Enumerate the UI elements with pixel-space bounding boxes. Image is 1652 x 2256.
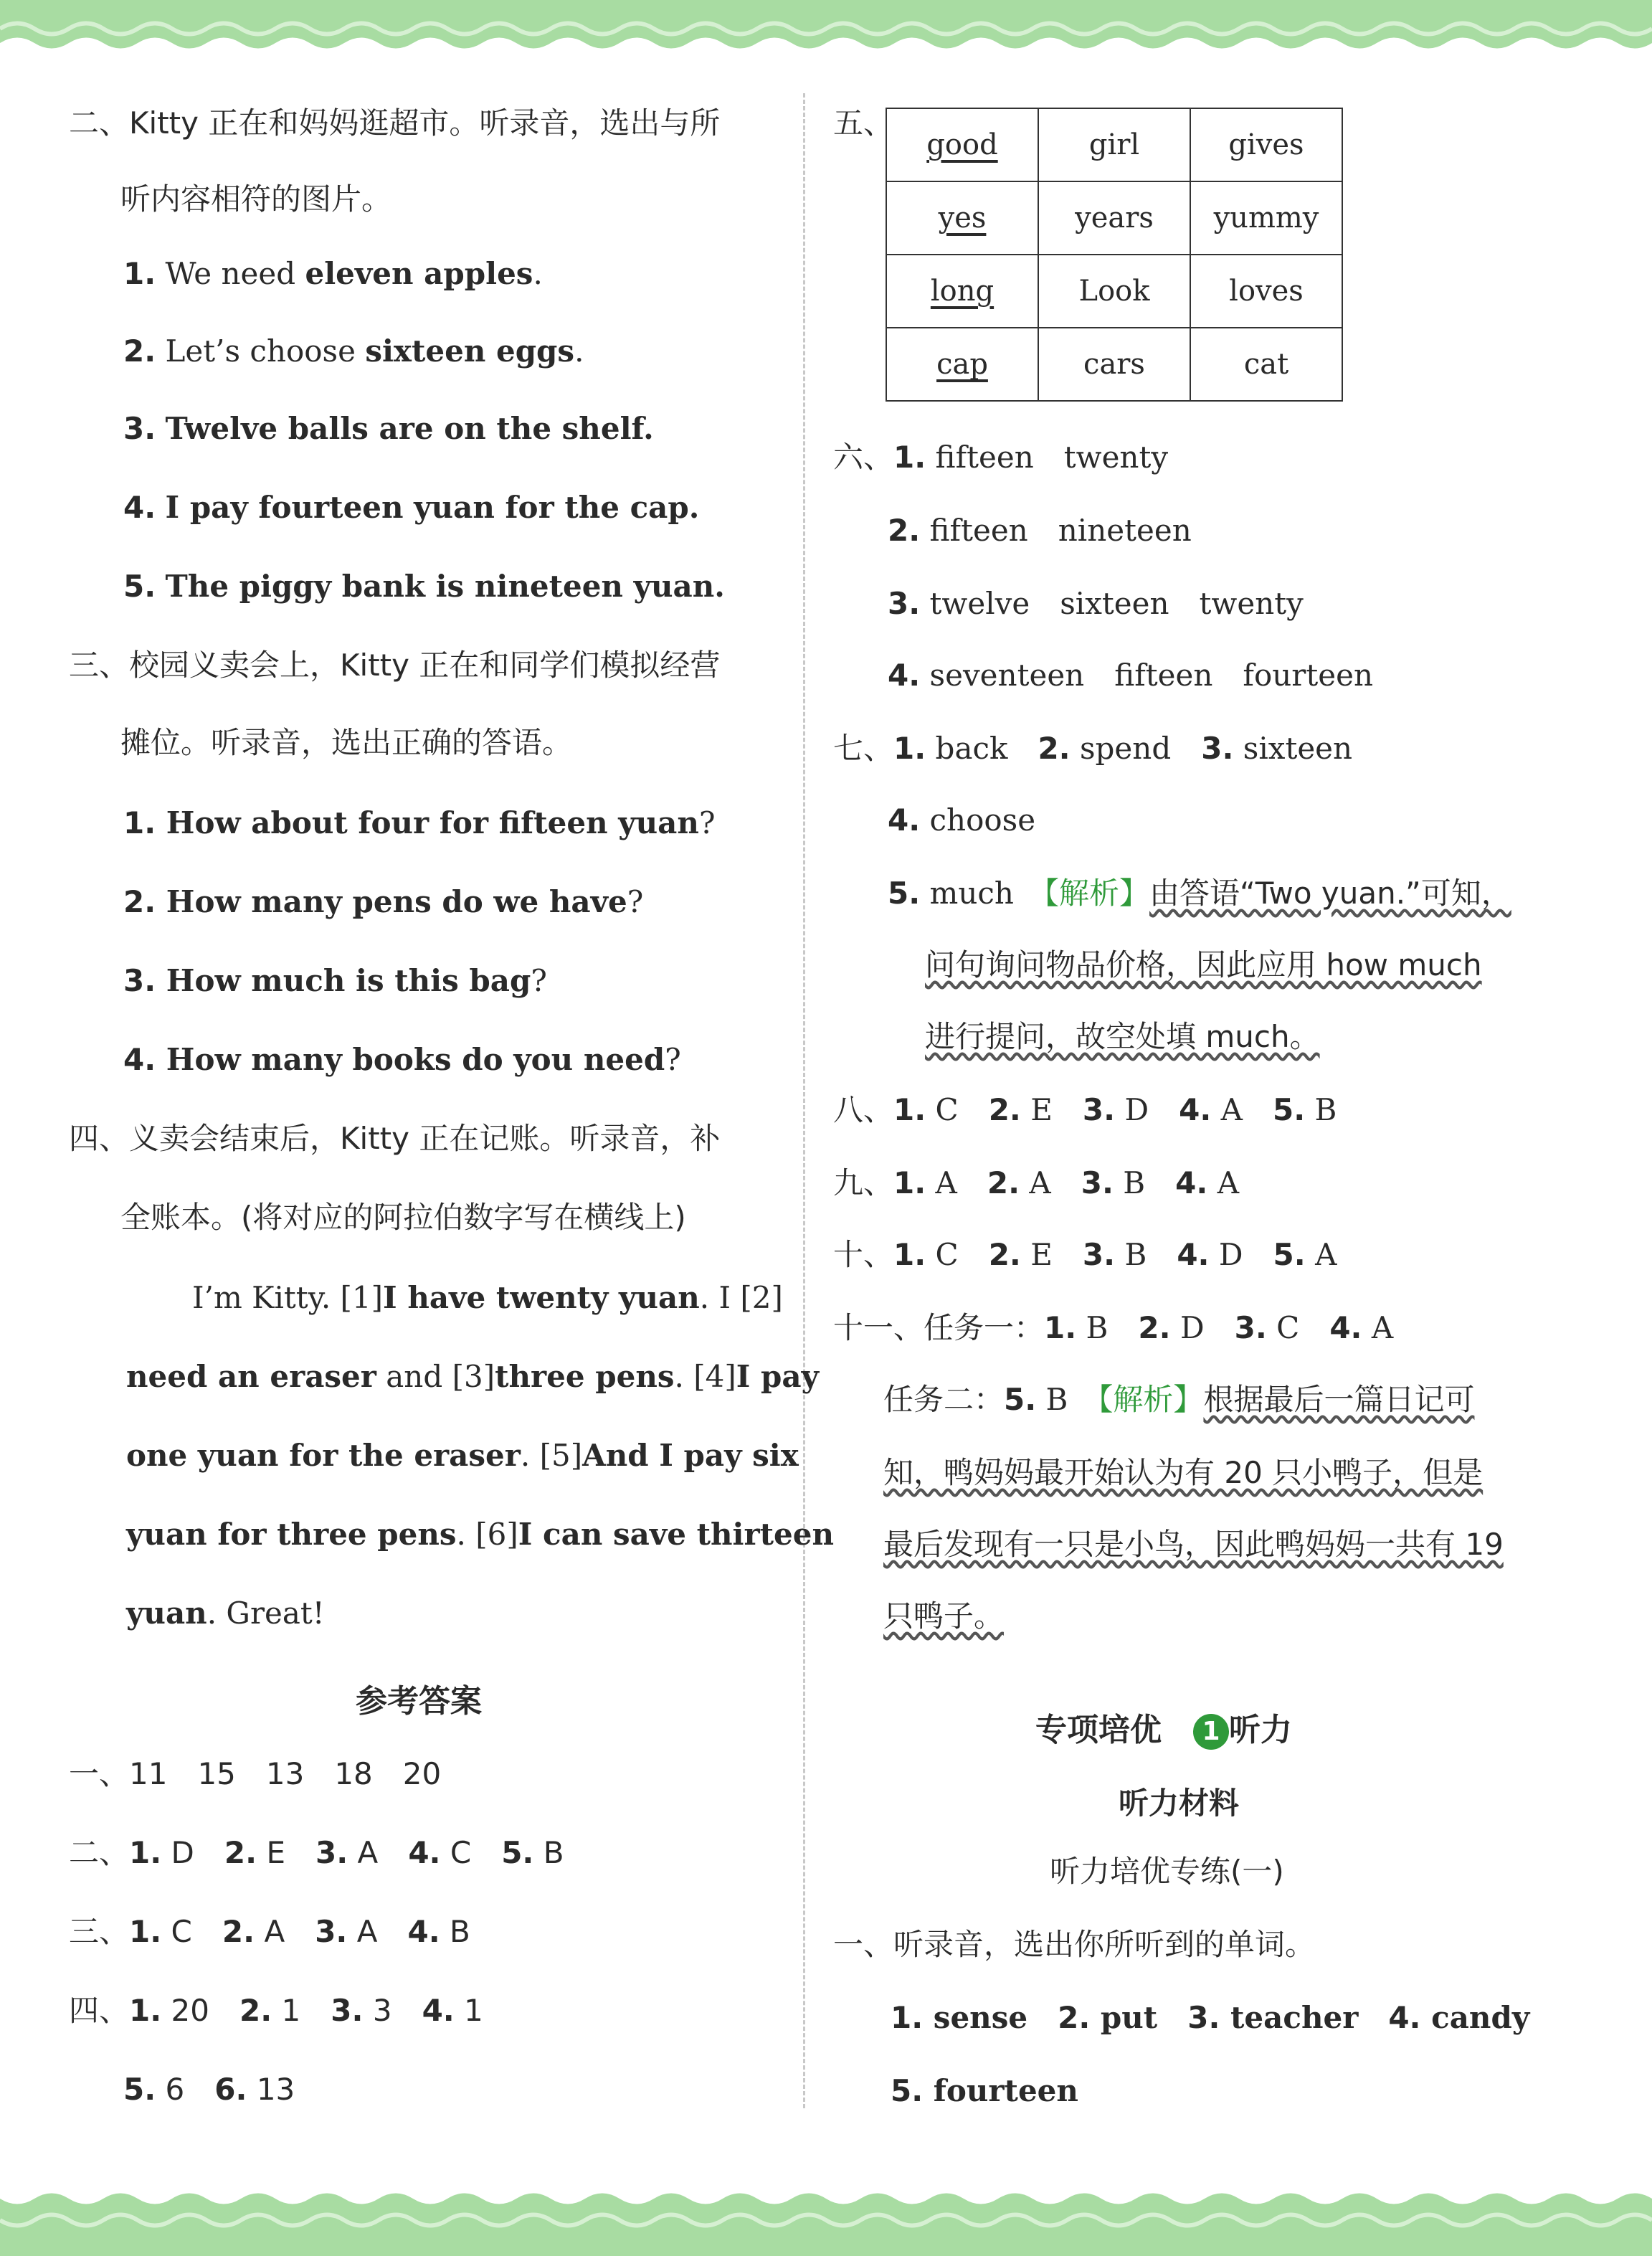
answer-section-6-item-1: 六、1. fifteen twenty bbox=[833, 440, 1169, 475]
section-4-passage-line3: one yuan for the eraser. [5]And I pay six bbox=[126, 1438, 799, 1473]
word-cell: cap bbox=[886, 328, 1038, 401]
answer-section-7-line3: 5. much 【解析】由答语“Two yuan.”可知， bbox=[888, 876, 1511, 911]
section-2-item-1: 1. We need eleven apples. bbox=[123, 256, 543, 291]
section-2-item-5: 5. The piggy bank is nineteen yuan. bbox=[123, 569, 725, 604]
drill-section-1-items-2: 5. fourteen bbox=[891, 2073, 1078, 2108]
word-cell: long bbox=[886, 255, 1038, 328]
analysis-tag: 【解析】 bbox=[1098, 1382, 1204, 1417]
word-cell: girl bbox=[1038, 108, 1190, 181]
section-2-item-2: 2. Let’s choose sixteen eggs. bbox=[123, 333, 584, 369]
answer-section-10: 十、1. C 2. E 3. B 4. D 5. A bbox=[833, 1237, 1337, 1272]
listening-drill-title: 听力培优专练(一) bbox=[1050, 1854, 1284, 1889]
answer-section-9: 九、1. A 2. A 3. B 4. A bbox=[833, 1165, 1240, 1200]
section-3-item-3: 3. How much is this bag? bbox=[123, 963, 547, 998]
word-table bbox=[886, 108, 1343, 402]
answer-section-7-explanation-2: 问句询问物品价格，因此应用 how much bbox=[925, 947, 1482, 982]
section-2-item-3: 3. Twelve balls are on the shelf. bbox=[123, 411, 654, 446]
answer-section-6-item-4: 4. seventeen fifteen fourteen bbox=[888, 658, 1374, 693]
answer-key-title: 参考答案 bbox=[356, 1683, 482, 1720]
section-2-title-line1: 二、Kitty 正在和妈妈逛超市。听录音，选出与所 bbox=[69, 105, 721, 141]
wave-decoration bbox=[0, 2177, 1652, 2256]
answer-section-7-line1: 七、1. back 2. spend 3. sixteen bbox=[833, 731, 1353, 766]
column-divider bbox=[803, 93, 805, 2108]
section-4-passage-line4: yuan for three pens. [6]I can save thirteen bbox=[126, 1517, 834, 1552]
answer-section-4: 四、1. 20 2. 1 3. 3 4. 1 bbox=[69, 1993, 483, 2028]
word-cell: yes bbox=[886, 181, 1038, 255]
section-4-passage-line5: yuan. Great! bbox=[126, 1596, 325, 1631]
section-3-title-line2: 摊位。听录音，选出正确的答语。 bbox=[120, 725, 573, 760]
section-2-item-4: 4. I pay fourteen yuan for the cap. bbox=[123, 490, 700, 525]
answer-section-7-line2: 4. choose bbox=[888, 802, 1036, 838]
analysis-tag: 【解析】 bbox=[1044, 876, 1150, 911]
section-3-title-line1: 三、校园义卖会上，Kitty 正在和同学们模拟经营 bbox=[69, 648, 721, 683]
task-2-explanation-3: 最后发现有一只是小鸟，因此鸭妈妈一共有 19 bbox=[883, 1527, 1504, 1562]
word-cell: cars bbox=[1038, 328, 1190, 401]
answer-section-3: 三、1. C 2. A 3. A 4. B bbox=[69, 1914, 470, 1949]
word-cell: loves bbox=[1190, 255, 1342, 328]
section-4-passage-line1: I’m Kitty. [1]I have twenty yuan. I [2] bbox=[192, 1280, 783, 1315]
word-cell: good bbox=[886, 108, 1038, 181]
answer-section-1: 一、11 15 13 18 20 bbox=[69, 1756, 442, 1791]
bottom-decorative-band bbox=[0, 2177, 1652, 2256]
section-3-item-2: 2. How many pens do we have? bbox=[123, 884, 644, 919]
wave-decoration bbox=[0, 0, 1652, 79]
section-4-title-line1: 四、义卖会结束后，Kitty 正在记账。听录音，补 bbox=[69, 1121, 721, 1156]
special-section-title: 专项培优 1 听力 bbox=[1035, 1712, 1292, 1748]
word-cell: yummy bbox=[1190, 181, 1342, 255]
answer-section-11: 十一、任务一：1. B 2. D 3. C 4. A bbox=[833, 1310, 1394, 1345]
task-2-explanation-4: 只鸭子。 bbox=[883, 1598, 1005, 1634]
listening-material-title: 听力材料 bbox=[1119, 1786, 1240, 1821]
answer-section-4-cont: 5. 6 6. 13 bbox=[123, 2072, 295, 2107]
drill-section-1-title: 一、听录音，选出你所听到的单词。 bbox=[833, 1927, 1316, 1962]
section-4-passage-line2: need an eraser and [3]three pens. [4]I pay bbox=[126, 1359, 819, 1394]
task-2-explanation-2: 知，鸭妈妈最开始认为有 20 只小鸭子，但是 bbox=[883, 1455, 1484, 1490]
section-2-title-line2: 听内容相符的图片。 bbox=[120, 181, 392, 217]
answer-section-8: 八、1. C 2. E 3. D 4. A 5. B bbox=[833, 1092, 1337, 1127]
answer-section-7-explanation-3: 进行提问，故空处填 much。 bbox=[925, 1019, 1320, 1054]
answer-section-6-item-3: 3. twelve sixteen twenty bbox=[888, 586, 1304, 621]
section-number-badge: 1 bbox=[1193, 1714, 1229, 1750]
answer-section-5-label: 五、 bbox=[833, 105, 894, 141]
task-2-answer: 任务二：5. B 【解析】根据最后一篇日记可 bbox=[883, 1382, 1475, 1417]
word-cell: gives bbox=[1190, 108, 1342, 181]
drill-section-1-items: 1. sense 2. put 3. teacher 4. candy bbox=[891, 2000, 1530, 2035]
top-decorative-band bbox=[0, 0, 1652, 79]
word-cell: Look bbox=[1038, 255, 1190, 328]
word-cell: cat bbox=[1190, 328, 1342, 401]
section-4-title-line2: 全账本。(将对应的阿拉伯数字写在横线上) bbox=[120, 1200, 686, 1235]
answer-section-6-item-2: 2. fifteen nineteen bbox=[888, 513, 1192, 548]
word-cell: years bbox=[1038, 181, 1190, 255]
section-3-item-1: 1. How about four for fifteen yuan? bbox=[123, 805, 716, 840]
section-3-item-4: 4. How many books do you need? bbox=[123, 1042, 681, 1077]
answer-section-2: 二、1. D 2. E 3. A 4. C 5. B bbox=[69, 1835, 564, 1870]
